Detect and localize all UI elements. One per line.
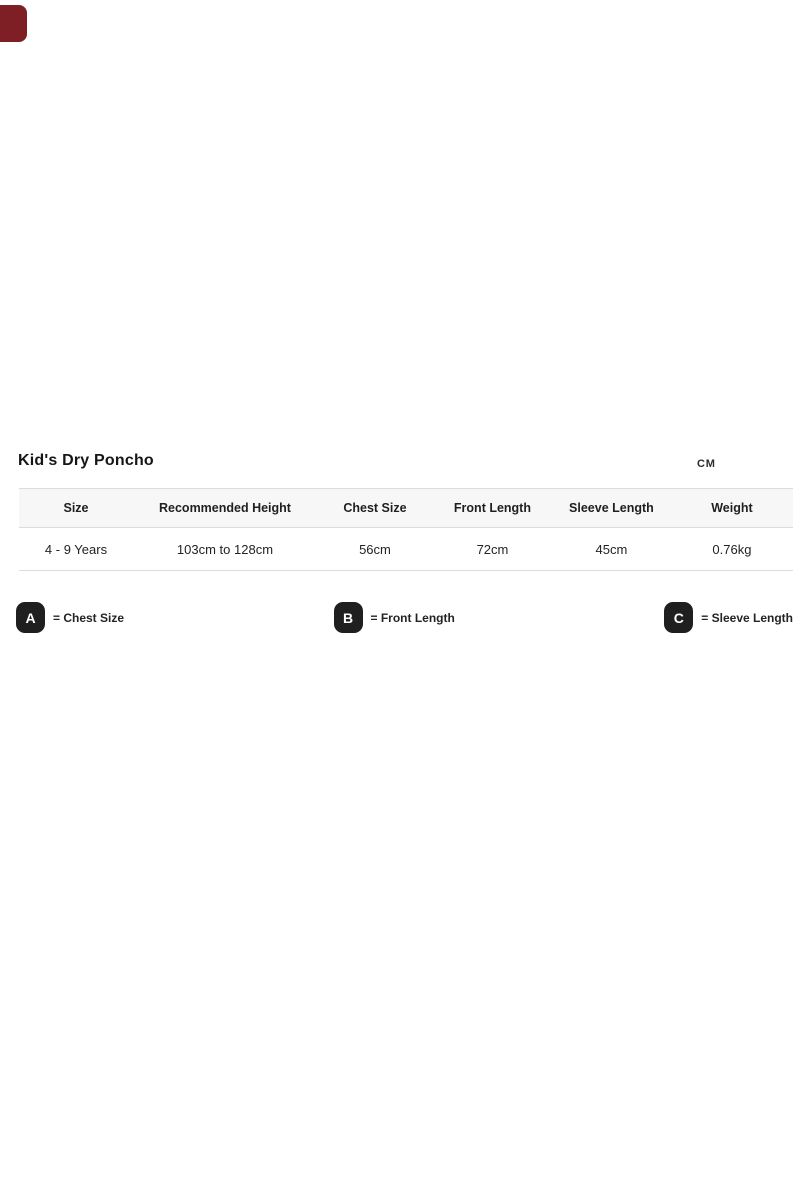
badge-b-icon: B [334,602,363,633]
column-header-recommended-height: Recommended Height [133,489,317,528]
table-header-row [19,489,793,528]
measurement-legend [16,602,793,633]
legend-item-sleeve-length [664,602,793,633]
column-header-front-length: Front Length [433,489,552,528]
cell-recommended-height: 103cm to 128cm [133,528,317,571]
cell-chest-size: 56cm [317,528,433,571]
unit-toggle-cm[interactable]: CM [697,458,716,470]
badge-a-icon: A [16,602,45,633]
badge-c-icon: C [664,602,693,633]
column-header-size: Size [19,489,133,528]
table-row [19,528,793,571]
cell-size: 4 - 9 Years [19,528,133,571]
size-chart-table [19,488,793,571]
legend-label-sleeve-length: = Sleeve Length [701,610,793,625]
legend-label-chest-size: = Chest Size [53,610,125,625]
legend-item-front-length [334,602,455,633]
cell-weight: 0.76kg [671,528,793,571]
column-header-chest-size: Chest Size [317,489,433,528]
legend-item-chest-size [16,602,124,633]
cell-front-length: 72cm [433,528,552,571]
page-title: Kid's Dry Poncho [18,452,154,469]
legend-label-front-length: = Front Length [370,610,455,625]
column-header-sleeve-length: Sleeve Length [552,489,671,528]
brand-logo-fragment [0,5,27,42]
column-header-weight: Weight [671,489,793,528]
cell-sleeve-length: 45cm [552,528,671,571]
